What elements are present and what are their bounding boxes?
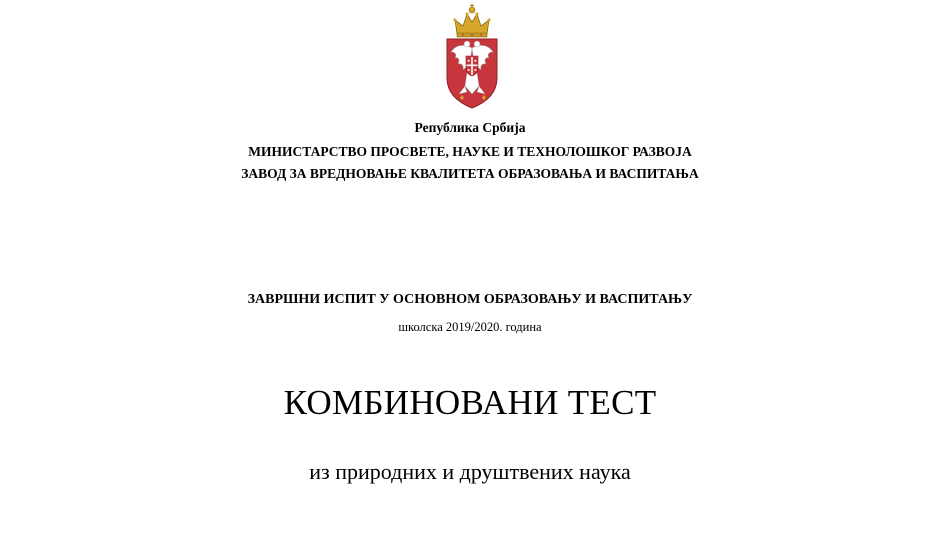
coat-of-arms-icon (441, 4, 503, 110)
test-title: КОМБИНОВАНИ ТЕСТ (283, 383, 657, 422)
ministry-name: МИНИСТАРСТВО ПРОСВЕТЕ, НАУКЕ И ТЕХНОЛОШКОГ РАЗВОЈА (248, 144, 692, 159)
republic-name: Република Србија (414, 120, 526, 135)
exam-title: ЗАВРШНИ ИСПИТ У ОСНОВНОМ ОБРАЗОВАЊУ И ВАСПИТАЊУ (247, 292, 693, 307)
school-year: школска 2019/2020. година (398, 320, 542, 334)
crown-icon (453, 4, 490, 37)
institute-name: ЗАВОД ЗА ВРЕДНОВАЊЕ КВАЛИТЕТА ОБРАЗОВАЊА И ВАСПИТАЊА (241, 166, 699, 181)
test-subtitle: из природних и друштвених наука (309, 459, 631, 484)
